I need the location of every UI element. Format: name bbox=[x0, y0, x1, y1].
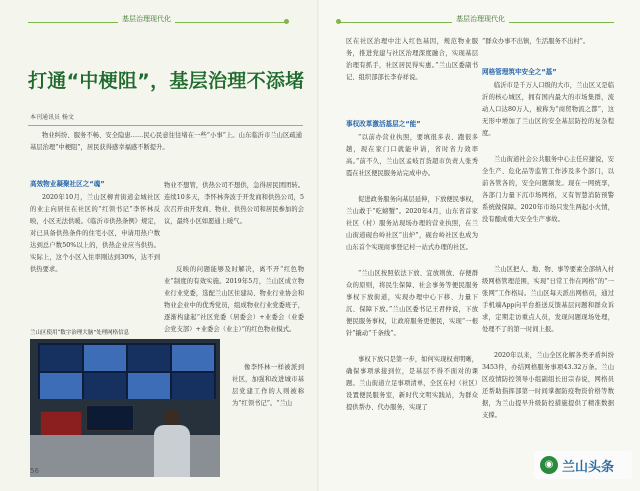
paragraph-3-3: 兰山区把人、地、物、事等要素全部纳入村级网格管理范围，实现“日常工作在网格”的“一张网”工作格局。兰山区每天派出网格员，通过手机端App向平台推送反馈基层问题和群众诉求，定期走访重点人员，发现问题现场处理，处理不了的第一时间上报。 bbox=[482, 266, 614, 333]
brand-logo-text: 兰山头条 bbox=[562, 460, 615, 475]
section-label-right: 基层治理现代化 bbox=[452, 14, 509, 24]
byline: 本刊通讯员 杨文 bbox=[30, 114, 74, 121]
paragraph-3-4: 2020年以来，兰山全区化解各类矛盾纠纷3453件，办结网格服务事项43.32万条。兰山区疫情防控领导小组副组长田宗春说，网格员还帮助指挥部第一时间掌握防疫物资价格等数据，为兰山提早升级防控措施提供了精准数据支撑。 bbox=[482, 352, 614, 419]
photo-caption: 兰山区使用“数字治理大脑”处理网格信息 bbox=[30, 330, 130, 336]
section-heading-2: 事权改革激活基层之“能” bbox=[346, 120, 421, 128]
paragraph-3-1: 临沂市是千万人口级的大市，兰山区又是临沂的核心城区，拥有国内最大的市场集群，流动人口达80万人，被称为“商贸物流之都”，这无形中增加了兰山区的安全基层防控的复杂程度。 bbox=[482, 82, 614, 137]
paragraph-1-1: 2020年10月，兰山区柳青街道金城社区的业主向居住在社区的“红领书记”李怀林反映，小区无法供暖。《临沂市供热条例》规定，对已具备供热条件的住宅小区，申请用热户数达到总户数50%以上的，供热企业应当供热。实际上，这个小区入住率刚达到30%，达不到供热要求。 bbox=[30, 194, 160, 273]
brand-logo bbox=[534, 451, 632, 479]
paragraph-3-2: 兰山街道社会公共服务中心主任应捷说，安全生产、危化品等监管工作涉及多个部门，以前各管各的，安全问题频发。现在一网统享，各部门力量下沉市场网格，又有智慧消防预警系统做保障。2020年市场只发生两起小火情，没有酿成重大安全生产事故。 bbox=[482, 156, 614, 223]
monitor bbox=[40, 411, 82, 437]
section-heading-3: 网格管理筑牢安全之“基” bbox=[482, 68, 557, 76]
right-page bbox=[320, 0, 640, 491]
video-wall bbox=[38, 343, 216, 399]
paragraph-1-3: 反映的问题能够及时解决，离不开“红色物业”制度的有效实施。2019年5月，兰山区成立物业行业党委，选配兰山区住建局、物业行业协会和物业企业中的优秀党员，组成物业行业党委班子，逐渐构建起“社区党委（居委会）+业委会（业委会党支部）+业委会（业主）”的红色物业模式。 bbox=[164, 266, 304, 333]
paragraph-3-0: “群众办事不出镇，生活服务不出村”。 bbox=[482, 38, 590, 45]
article-title: 打通“中梗阻”，基层治理不添堵 bbox=[28, 70, 305, 92]
title-rule bbox=[28, 125, 303, 126]
paragraph-2-1: 区在社区治理中注入红色基因，规范物业服务，推进党建与社区治理深度融合，实现基层治理有抓手，社区居民得实惠。”兰山区委副书记、组织部部长李春祥说。 bbox=[346, 38, 478, 81]
paragraph-2-2: “以前办营业执照，要填很多表、跑很多趟，现在家门口就能申请，省时省力效率高。”前不久，兰山区孟岐百货超市负责人张秀霞在社区便民服务站完成申办。 bbox=[346, 134, 478, 177]
command-center-photo bbox=[30, 339, 220, 477]
paragraph-2-4: “兰山区按照依法下放、宜放则放、存便群众的原则，将民生保障、社会事务等便民服务事权下放街道，实现办理中心下移、力量下沉、保障下放。”兰山区委书记王君仲说，下放便民服务事权，让政府服务更便民，实现“一根针”撬动“千条线”。 bbox=[346, 270, 478, 337]
section-heading-1: 高效物业凝聚社区之“魂” bbox=[30, 180, 105, 188]
paragraph-2-3: 促进政务服务向基层延伸，下放便民事权，兰山敢于“吃螃蟹”。2020年4月，山东省首家社区（村）服务站现场办理的营业执照，在兰山街道砚台岭社区“出炉”，砚台岭社区也成为山东首个实现商事登记村一站式办理的社区。 bbox=[346, 196, 478, 251]
brand-badge-icon: ◉ bbox=[540, 456, 558, 474]
operator-figure bbox=[150, 409, 194, 477]
page-number: 56 bbox=[30, 467, 39, 475]
paragraph-2-5: 事权下放只是第一步，如何实现权责明晰，确保事项承接到位，是基层不得不面对的课题。兰山街道立足事项清单，全区在村（社区）设置便民服务室，新时代文明实践站，为群众提供帮办、代办服务，实现了 bbox=[346, 356, 478, 411]
paragraph-1-2: 物业不想管，供热公司不想供，急得居民团团转。连续10多天，李怀林奔波于开发商和供热公司，5次召开由开发商、物业、供热公司和居民参加的会议，最终小区如愿通上暖气。 bbox=[164, 182, 304, 225]
header-dot bbox=[284, 19, 289, 24]
section-label-left: 基层治理现代化 bbox=[118, 14, 175, 24]
monitor bbox=[86, 405, 134, 431]
paragraph-1-4: 像李怀林一样被派到社区，加强和改进城市基层党建工作的人则被称为“红领书记”。“兰山 bbox=[232, 364, 304, 407]
intro-paragraph: 物业纠纷、服务不畅、安全隐患……民心民意往往堵在一些“小事”上。山东临沂市兰山区疏通基层治理“中梗阻”，居民获得感幸福感不断提升。 bbox=[30, 132, 302, 151]
